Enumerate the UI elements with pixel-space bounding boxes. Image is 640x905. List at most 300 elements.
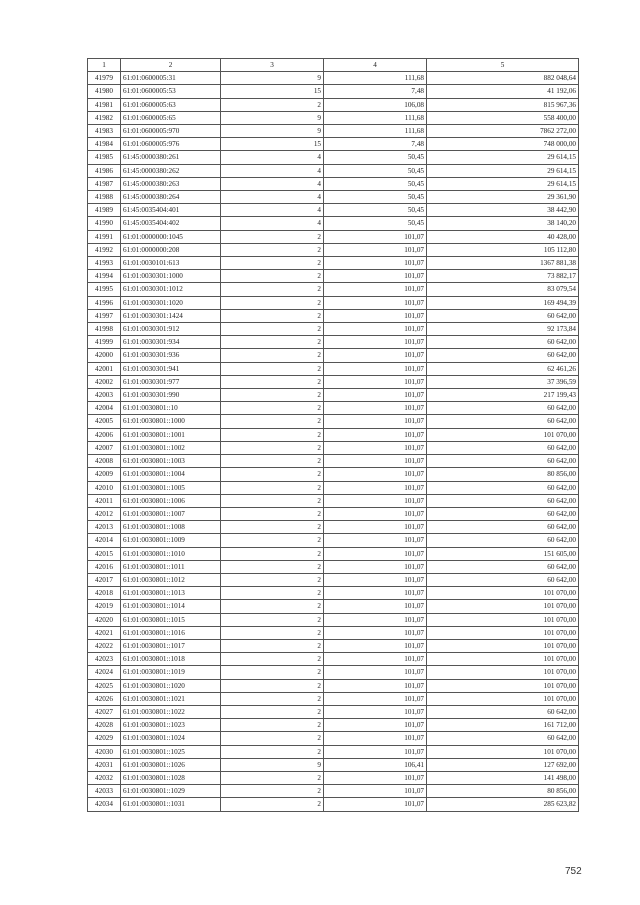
row-number-cell: 41995 (88, 283, 121, 296)
table-row (88, 296, 579, 309)
specific-value-cell: 101,07 (324, 349, 427, 362)
row-number-cell: 42021 (88, 626, 121, 639)
row-number-cell: 42007 (88, 441, 121, 454)
group-code-cell: 2 (221, 798, 324, 811)
cadastral-value-cell: 73 882,17 (427, 270, 579, 283)
cadastral-value-cell: 101 070,00 (427, 428, 579, 441)
cadastral-value-cell: 60 642,00 (427, 507, 579, 520)
table-row (88, 798, 579, 811)
table-row (88, 666, 579, 679)
row-number-cell: 42013 (88, 521, 121, 534)
group-code-cell: 2 (221, 705, 324, 718)
cadastral-value-cell: 60 642,00 (427, 309, 579, 322)
group-code-cell: 9 (221, 125, 324, 138)
table-row (88, 349, 579, 362)
specific-value-cell: 101,07 (324, 547, 427, 560)
cadastral-value-cell: 60 642,00 (427, 705, 579, 718)
cadastral-value-cell: 83 079,54 (427, 283, 579, 296)
table-row (88, 481, 579, 494)
cadastral-number-cell: 61:01:0030801::1012 (121, 573, 221, 586)
group-code-cell: 2 (221, 428, 324, 441)
cadastral-number-cell: 61:01:0030801::1028 (121, 771, 221, 784)
specific-value-cell: 101,07 (324, 600, 427, 613)
cadastral-value-cell: 60 642,00 (427, 481, 579, 494)
table-row (88, 732, 579, 745)
row-number-cell: 41979 (88, 72, 121, 85)
cadastral-value-cell: 285 623,82 (427, 798, 579, 811)
group-code-cell: 4 (221, 151, 324, 164)
group-code-cell: 2 (221, 270, 324, 283)
cadastral-number-cell: 61:01:0030801::1031 (121, 798, 221, 811)
row-number-cell: 42025 (88, 679, 121, 692)
group-code-cell: 2 (221, 666, 324, 679)
row-number-cell: 41982 (88, 111, 121, 124)
specific-value-cell: 101,07 (324, 468, 427, 481)
cadastral-number-cell: 61:01:0600005:976 (121, 138, 221, 151)
row-number-cell: 41986 (88, 164, 121, 177)
group-code-cell: 2 (221, 441, 324, 454)
cadastral-number-cell: 61:01:0030301:941 (121, 362, 221, 375)
cadastral-number-cell: 61:01:0030801::1010 (121, 547, 221, 560)
cadastral-number-cell: 61:01:0600005:65 (121, 111, 221, 124)
row-number-cell: 42014 (88, 534, 121, 547)
group-code-cell: 2 (221, 362, 324, 375)
table-row (88, 534, 579, 547)
row-number-cell: 42029 (88, 732, 121, 745)
row-number-cell: 41991 (88, 230, 121, 243)
group-code-cell: 2 (221, 243, 324, 256)
cadastral-number-cell: 61:01:0000000:1045 (121, 230, 221, 243)
cadastral-number-cell: 61:01:0600005:970 (121, 125, 221, 138)
specific-value-cell: 111,68 (324, 125, 427, 138)
specific-value-cell: 101,07 (324, 719, 427, 732)
header-row (88, 59, 579, 72)
row-number-cell: 41984 (88, 138, 121, 151)
table-row (88, 375, 579, 388)
cadastral-number-cell: 61:45:0035404:401 (121, 204, 221, 217)
cadastral-value-cell: 29 614,15 (427, 151, 579, 164)
row-number-cell: 42027 (88, 705, 121, 718)
row-number-cell: 42020 (88, 613, 121, 626)
cadastral-value-cell: 37 396,59 (427, 375, 579, 388)
specific-value-cell: 101,07 (324, 705, 427, 718)
cadastral-number-cell: 61:01:0030801::1013 (121, 587, 221, 600)
specific-value-cell: 101,07 (324, 455, 427, 468)
table-row (88, 639, 579, 652)
group-code-cell: 15 (221, 85, 324, 98)
row-number-cell: 41997 (88, 309, 121, 322)
cadastral-number-cell: 61:01:0030801::1016 (121, 626, 221, 639)
specific-value-cell: 7,48 (324, 138, 427, 151)
specific-value-cell: 101,07 (324, 798, 427, 811)
specific-value-cell: 101,07 (324, 666, 427, 679)
row-number-cell: 41985 (88, 151, 121, 164)
group-code-cell: 2 (221, 507, 324, 520)
cadastral-number-cell: 61:01:0000000:208 (121, 243, 221, 256)
group-code-cell: 2 (221, 613, 324, 626)
row-number-cell: 41980 (88, 85, 121, 98)
table-row (88, 98, 579, 111)
specific-value-cell: 101,07 (324, 270, 427, 283)
cadastral-value-cell: 105 112,80 (427, 243, 579, 256)
cadastral-number-cell: 61:01:0030301:1424 (121, 309, 221, 322)
table-row (88, 323, 579, 336)
group-code-cell: 2 (221, 257, 324, 270)
table-row (88, 138, 579, 151)
table-row (88, 336, 579, 349)
table-row (88, 653, 579, 666)
cadastral-value-cell: 60 642,00 (427, 441, 579, 454)
cadastral-value-cell: 101 070,00 (427, 587, 579, 600)
cadastral-number-cell: 61:01:0030801::1021 (121, 692, 221, 705)
group-code-cell: 2 (221, 296, 324, 309)
row-number-cell: 42033 (88, 785, 121, 798)
column-header-3: 3 (221, 59, 324, 72)
cadastral-value-cell: 29 614,15 (427, 177, 579, 190)
row-number-cell: 42009 (88, 468, 121, 481)
group-code-cell: 4 (221, 177, 324, 190)
specific-value-cell: 101,07 (324, 230, 427, 243)
table-row (88, 125, 579, 138)
row-number-cell: 41983 (88, 125, 121, 138)
cadastral-number-cell: 61:01:0030801::1004 (121, 468, 221, 481)
row-number-cell: 41989 (88, 204, 121, 217)
cadastral-number-cell: 61:01:0030801::1022 (121, 705, 221, 718)
cadastral-value-cell: 80 856,00 (427, 468, 579, 481)
group-code-cell: 2 (221, 349, 324, 362)
group-code-cell: 2 (221, 468, 324, 481)
cadastral-number-cell: 61:01:0030301:1012 (121, 283, 221, 296)
cadastral-number-cell: 61:45:0000380:264 (121, 191, 221, 204)
specific-value-cell: 111,68 (324, 111, 427, 124)
column-header-5: 5 (427, 59, 579, 72)
group-code-cell: 2 (221, 719, 324, 732)
specific-value-cell: 101,07 (324, 428, 427, 441)
table-row (88, 573, 579, 586)
specific-value-cell: 101,07 (324, 481, 427, 494)
cadastral-number-cell: 61:01:0030801::1000 (121, 415, 221, 428)
cadastral-number-cell: 61:01:0600005:63 (121, 98, 221, 111)
cadastral-value-cell: 60 642,00 (427, 402, 579, 415)
specific-value-cell: 106,08 (324, 98, 427, 111)
cadastral-value-cell: 101 070,00 (427, 679, 579, 692)
group-code-cell: 2 (221, 573, 324, 586)
row-number-cell: 42017 (88, 573, 121, 586)
specific-value-cell: 50,45 (324, 164, 427, 177)
row-number-cell: 42022 (88, 639, 121, 652)
row-number-cell: 41999 (88, 336, 121, 349)
row-number-cell: 41996 (88, 296, 121, 309)
group-code-cell: 2 (221, 745, 324, 758)
table-row (88, 177, 579, 190)
group-code-cell: 2 (221, 336, 324, 349)
cadastral-value-cell: 60 642,00 (427, 560, 579, 573)
row-number-cell: 42003 (88, 389, 121, 402)
cadastral-number-cell: 61:01:0600005:31 (121, 72, 221, 85)
cadastral-number-cell: 61:01:0030301:934 (121, 336, 221, 349)
cadastral-value-cell: 141 498,00 (427, 771, 579, 784)
cadastral-value-cell: 60 642,00 (427, 732, 579, 745)
cadastral-value-cell: 101 070,00 (427, 653, 579, 666)
table-row (88, 164, 579, 177)
group-code-cell: 2 (221, 692, 324, 705)
table-row (88, 283, 579, 296)
cadastral-number-cell: 61:01:0030801::1018 (121, 653, 221, 666)
cadastral-number-cell: 61:01:0030801::1001 (121, 428, 221, 441)
table-row (88, 402, 579, 415)
column-header-4: 4 (324, 59, 427, 72)
table-row (88, 217, 579, 230)
cadastral-value-cell: 38 442,90 (427, 204, 579, 217)
group-code-cell: 2 (221, 679, 324, 692)
group-code-cell: 4 (221, 164, 324, 177)
cadastral-number-cell: 61:01:0030301:977 (121, 375, 221, 388)
group-code-cell: 2 (221, 626, 324, 639)
group-code-cell: 2 (221, 547, 324, 560)
group-code-cell: 2 (221, 560, 324, 573)
row-number-cell: 42011 (88, 494, 121, 507)
group-code-cell: 2 (221, 771, 324, 784)
table-row (88, 758, 579, 771)
group-code-cell: 9 (221, 111, 324, 124)
cadastral-value-cell: 38 140,20 (427, 217, 579, 230)
cadastral-value-table (87, 58, 579, 812)
specific-value-cell: 101,07 (324, 587, 427, 600)
specific-value-cell: 101,07 (324, 296, 427, 309)
table-row (88, 587, 579, 600)
row-number-cell: 42018 (88, 587, 121, 600)
cadastral-value-cell: 101 070,00 (427, 613, 579, 626)
specific-value-cell: 101,07 (324, 362, 427, 375)
table-row (88, 785, 579, 798)
cadastral-number-cell: 61:01:0030801::10 (121, 402, 221, 415)
table-row (88, 745, 579, 758)
group-code-cell: 2 (221, 389, 324, 402)
table-row (88, 521, 579, 534)
cadastral-value-cell: 60 642,00 (427, 494, 579, 507)
specific-value-cell: 50,45 (324, 151, 427, 164)
cadastral-number-cell: 61:01:0030801::1011 (121, 560, 221, 573)
row-number-cell: 42010 (88, 481, 121, 494)
group-code-cell: 2 (221, 587, 324, 600)
specific-value-cell: 101,07 (324, 771, 427, 784)
specific-value-cell: 101,07 (324, 679, 427, 692)
cadastral-number-cell: 61:01:0030801::1029 (121, 785, 221, 798)
table-row (88, 494, 579, 507)
specific-value-cell: 101,07 (324, 243, 427, 256)
table-row (88, 85, 579, 98)
table-row (88, 626, 579, 639)
cadastral-value-cell: 60 642,00 (427, 521, 579, 534)
cadastral-number-cell: 61:01:0030801::1002 (121, 441, 221, 454)
cadastral-number-cell: 61:01:0030801::1019 (121, 666, 221, 679)
row-number-cell: 42023 (88, 653, 121, 666)
specific-value-cell: 101,07 (324, 573, 427, 586)
specific-value-cell: 101,07 (324, 494, 427, 507)
cadastral-value-cell: 815 967,36 (427, 98, 579, 111)
cadastral-number-cell: 61:01:0030301:936 (121, 349, 221, 362)
specific-value-cell: 101,07 (324, 402, 427, 415)
cadastral-value-cell: 101 070,00 (427, 600, 579, 613)
specific-value-cell: 101,07 (324, 785, 427, 798)
table-row (88, 389, 579, 402)
row-number-cell: 42031 (88, 758, 121, 771)
table-row (88, 692, 579, 705)
cadastral-value-cell: 41 192,06 (427, 85, 579, 98)
cadastral-value-cell: 127 692,00 (427, 758, 579, 771)
group-code-cell: 2 (221, 455, 324, 468)
group-code-cell: 4 (221, 191, 324, 204)
specific-value-cell: 101,07 (324, 441, 427, 454)
group-code-cell: 2 (221, 732, 324, 745)
table-row (88, 257, 579, 270)
table-row (88, 191, 579, 204)
group-code-cell: 9 (221, 72, 324, 85)
specific-value-cell: 101,07 (324, 375, 427, 388)
row-number-cell: 41990 (88, 217, 121, 230)
cadastral-value-cell: 101 070,00 (427, 639, 579, 652)
row-number-cell: 42005 (88, 415, 121, 428)
specific-value-cell: 101,07 (324, 309, 427, 322)
cadastral-number-cell: 61:01:0030301:912 (121, 323, 221, 336)
cadastral-value-cell: 558 400,00 (427, 111, 579, 124)
cadastral-value-cell: 169 494,39 (427, 296, 579, 309)
cadastral-number-cell: 61:01:0030301:990 (121, 389, 221, 402)
table-row (88, 613, 579, 626)
cadastral-number-cell: 61:45:0000380:261 (121, 151, 221, 164)
group-code-cell: 2 (221, 785, 324, 798)
row-number-cell: 42015 (88, 547, 121, 560)
group-code-cell: 9 (221, 758, 324, 771)
row-number-cell: 42016 (88, 560, 121, 573)
row-number-cell: 42006 (88, 428, 121, 441)
cadastral-value-cell: 60 642,00 (427, 415, 579, 428)
cadastral-value-cell: 101 070,00 (427, 666, 579, 679)
cadastral-number-cell: 61:45:0000380:262 (121, 164, 221, 177)
cadastral-number-cell: 61:01:0030801::1014 (121, 600, 221, 613)
specific-value-cell: 101,07 (324, 639, 427, 652)
specific-value-cell: 50,45 (324, 177, 427, 190)
specific-value-cell: 101,07 (324, 389, 427, 402)
cadastral-value-cell: 151 605,00 (427, 547, 579, 560)
cadastral-number-cell: 61:45:0035404:402 (121, 217, 221, 230)
specific-value-cell: 101,07 (324, 692, 427, 705)
cadastral-value-cell: 60 642,00 (427, 349, 579, 362)
table-row (88, 547, 579, 560)
cadastral-value-cell: 7862 272,00 (427, 125, 579, 138)
table-row (88, 719, 579, 732)
table-row (88, 771, 579, 784)
cadastral-number-cell: 61:01:0030801::1006 (121, 494, 221, 507)
specific-value-cell: 101,07 (324, 507, 427, 520)
group-code-cell: 2 (221, 402, 324, 415)
specific-value-cell: 101,07 (324, 415, 427, 428)
row-number-cell: 41992 (88, 243, 121, 256)
specific-value-cell: 101,07 (324, 336, 427, 349)
cadastral-number-cell: 61:01:0030801::1008 (121, 521, 221, 534)
specific-value-cell: 101,07 (324, 257, 427, 270)
row-number-cell: 42019 (88, 600, 121, 613)
specific-value-cell: 106,41 (324, 758, 427, 771)
cadastral-value-cell: 60 642,00 (427, 336, 579, 349)
table-row (88, 151, 579, 164)
cadastral-value-cell: 60 642,00 (427, 455, 579, 468)
row-number-cell: 42034 (88, 798, 121, 811)
table-row (88, 600, 579, 613)
specific-value-cell: 50,45 (324, 204, 427, 217)
cadastral-value-cell: 748 000,00 (427, 138, 579, 151)
cadastral-value-cell: 29 361,90 (427, 191, 579, 204)
cadastral-number-cell: 61:01:0030801::1024 (121, 732, 221, 745)
table-header (88, 59, 579, 72)
group-code-cell: 2 (221, 600, 324, 613)
row-number-cell: 41987 (88, 177, 121, 190)
table-row (88, 243, 579, 256)
column-header-1: 1 (88, 59, 121, 72)
specific-value-cell: 101,07 (324, 626, 427, 639)
table-row (88, 705, 579, 718)
cadastral-value-cell: 1367 881,38 (427, 257, 579, 270)
row-number-cell: 42002 (88, 375, 121, 388)
group-code-cell: 2 (221, 98, 324, 111)
specific-value-cell: 111,68 (324, 72, 427, 85)
cadastral-value-cell: 40 428,00 (427, 230, 579, 243)
row-number-cell: 42024 (88, 666, 121, 679)
cadastral-value-cell: 882 048,64 (427, 72, 579, 85)
cadastral-number-cell: 61:01:0600005:53 (121, 85, 221, 98)
row-number-cell: 42001 (88, 362, 121, 375)
specific-value-cell: 101,07 (324, 653, 427, 666)
table-row (88, 428, 579, 441)
group-code-cell: 2 (221, 283, 324, 296)
specific-value-cell: 101,07 (324, 283, 427, 296)
specific-value-cell: 101,07 (324, 323, 427, 336)
table-body (88, 72, 579, 811)
specific-value-cell: 101,07 (324, 534, 427, 547)
column-header-2: 2 (121, 59, 221, 72)
group-code-cell: 2 (221, 323, 324, 336)
table-row (88, 362, 579, 375)
row-number-cell: 41998 (88, 323, 121, 336)
specific-value-cell: 101,07 (324, 732, 427, 745)
row-number-cell: 42030 (88, 745, 121, 758)
specific-value-cell: 7,48 (324, 85, 427, 98)
page-number: 752 (565, 866, 582, 877)
table-row (88, 560, 579, 573)
cadastral-number-cell: 61:01:0030101:613 (121, 257, 221, 270)
row-number-cell: 42000 (88, 349, 121, 362)
cadastral-value-cell: 101 070,00 (427, 745, 579, 758)
table-row (88, 679, 579, 692)
cadastral-value-cell: 80 856,00 (427, 785, 579, 798)
table-row (88, 111, 579, 124)
row-number-cell: 42028 (88, 719, 121, 732)
table-row (88, 468, 579, 481)
group-code-cell: 4 (221, 204, 324, 217)
row-number-cell: 42026 (88, 692, 121, 705)
cadastral-value-cell: 92 173,84 (427, 323, 579, 336)
table-row (88, 455, 579, 468)
table-row (88, 204, 579, 217)
cadastral-number-cell: 61:01:0030301:1000 (121, 270, 221, 283)
group-code-cell: 2 (221, 309, 324, 322)
cadastral-number-cell: 61:01:0030801::1007 (121, 507, 221, 520)
specific-value-cell: 101,07 (324, 521, 427, 534)
row-number-cell: 42012 (88, 507, 121, 520)
cadastral-number-cell: 61:01:0030801::1025 (121, 745, 221, 758)
cadastral-number-cell: 61:01:0030801::1026 (121, 758, 221, 771)
row-number-cell: 41994 (88, 270, 121, 283)
